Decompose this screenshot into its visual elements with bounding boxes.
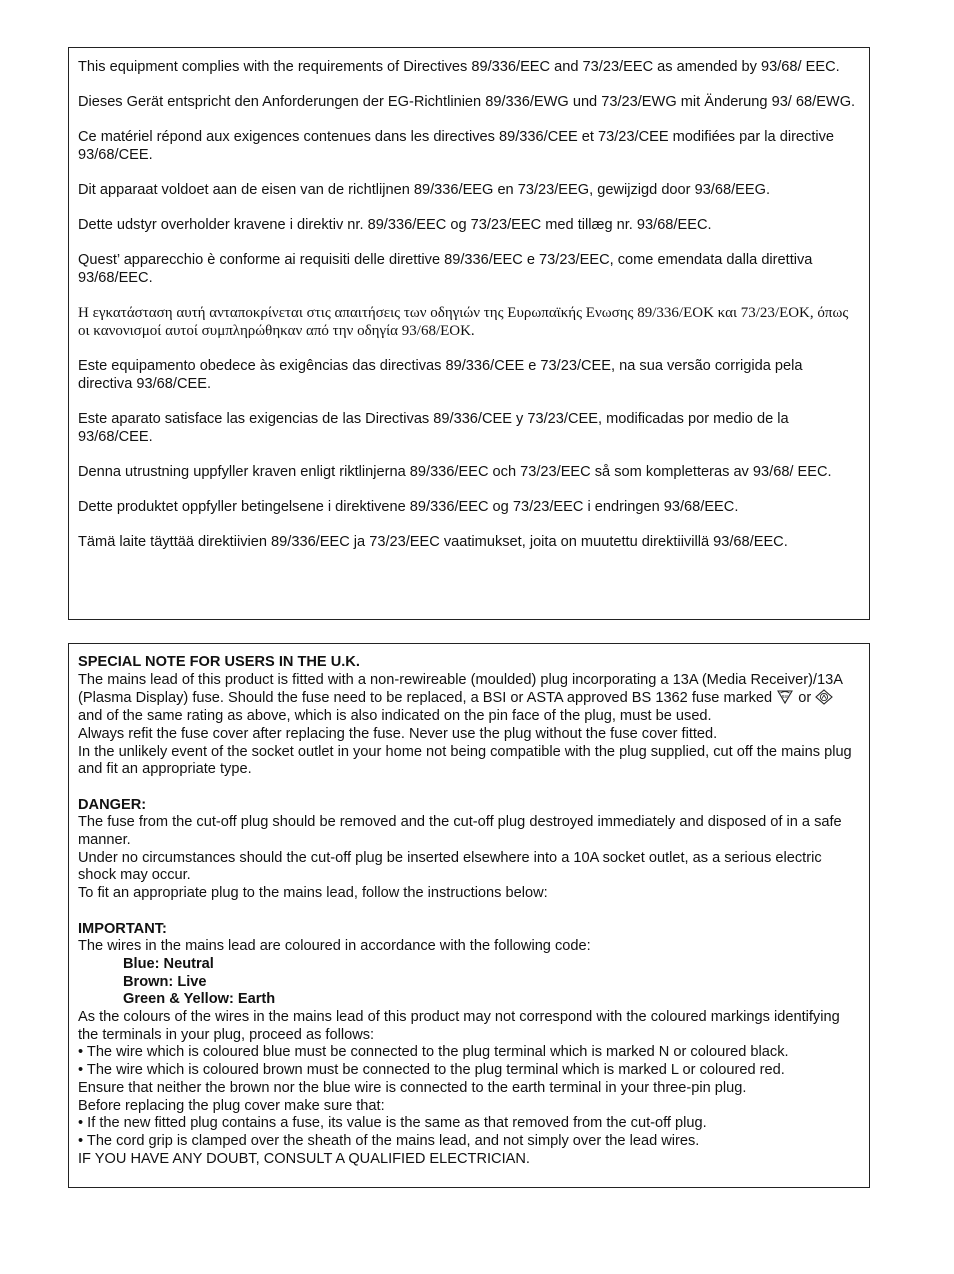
directive-text-sv: Denna utrustning uppfyller kraven enligt riktlinjerna 89/336/EEC och 73/23/EEC så som kompletteras av 93/68/ EEC.: [78, 464, 832, 480]
directive-text-de: Dieses Gerät entspricht den Anforderungen der EG-Richtlinien 89/336/EWG und 73/23/EWG mit Änderung 93/ 68/EWG.: [78, 94, 856, 110]
svg-text:BSI: BSI: [781, 694, 789, 700]
danger-text-3: To fit an appropriate plug to the mains lead, follow the instructions below:: [78, 885, 548, 902]
uk-fuse-paragraph: [78, 672, 860, 726]
bullet-fuse-value: • If the new fitted plug contains a fuse, its value is the same as that removed from the cut-off plug.: [78, 1115, 707, 1132]
bullet-brown-wire: • The wire which is coloured brown must be connected to the plug terminal which is marked L or coloured red.: [78, 1062, 785, 1079]
closing-warning: IF YOU HAVE ANY DOUBT, CONSULT A QUALIFIED ELECTRICIAN.: [78, 1150, 530, 1167]
uk-special-note-box: [68, 643, 870, 1188]
uk-fuse-text-end: and of the same rating as above, which is also indicated on the pin face of the plug, must be used.: [78, 708, 712, 725]
directive-text-en: This equipment complies with the requirements of Directives 89/336/EEC and 73/23/EEC as amended by 93/68/ EEC.: [78, 59, 840, 75]
danger-text-1: The fuse from the cut-off plug should be removed and the cut-off plug destroyed immediately and disposed of in a safe manner.: [78, 814, 842, 849]
important-text-4: Before replacing the plug cover make sure that:: [78, 1097, 385, 1114]
directive-text-pt: Este equipamento obedece às exigências das directivas 89/336/CEE e 73/23/CEE, na sua versão corrigida pela directiva 93/68/CEE.: [78, 358, 803, 392]
wire-code-blue: Blue: Neutral: [123, 955, 214, 972]
danger-heading: DANGER:: [78, 796, 147, 813]
bullet-cord-grip: • The cord grip is clamped over the sheath of the mains lead, and not simply over the lead wires.: [78, 1132, 700, 1149]
important-text-3: Ensure that neither the brown nor the blue wire is connected to the earth terminal in your three-pin plug.: [78, 1079, 747, 1096]
directive-text-el: Η εγκατάσταση αυτή ανταποκρίνεται στις απαιτήσεις των οδηγιών της Ευρωπαϊκής Ενωσης 89/336/ΕΟΚ και 73/23/ΕΟΚ, όπως οι κανονισμοί αυτοί συμπληρώθηκαν από την οδηγία 93/68/ΕΟΚ.: [78, 305, 849, 339]
directive-text-nl: Dit apparaat voldoet aan de eisen van de richtlijnen 89/336/EEG en 73/23/EEG, gewijzigd door 93/68/EEG.: [78, 182, 771, 198]
uk-fuse-or: or: [798, 690, 812, 707]
directive-text-es: Este aparato satisface las exigencias de las Directivas 89/336/CEE y 73/23/CEE, modificadas por medio de la 93/68/CEE.: [78, 411, 789, 445]
directives-compliance-box: [68, 47, 870, 620]
wire-code-green-yellow: Green & Yellow: Earth: [123, 991, 276, 1008]
important-heading: IMPORTANT:: [78, 920, 167, 937]
directive-text-it: Quest’ apparecchio è conforme ai requisiti delle direttive 89/336/EEC e 73/23/EEC, come emendata dalla direttiva 93/68/EEC.: [78, 252, 813, 286]
directive-text-fr: Ce matériel répond aux exigences contenues dans les directives 89/336/CEE et 73/23/CEE modifiées par la directive 93/68/CEE.: [78, 129, 835, 163]
directive-text-fi: Tämä laite täyttää direktiivien 89/336/EEC ja 73/23/EEC vaatimukset, joita on muutettu direktiivillä 93/68/EEC.: [78, 534, 788, 550]
directive-text-no: Dette produktet oppfyller betingelsene i direktivene 89/336/EEC og 73/23/EEC i endringen 93/68/EEC.: [78, 499, 739, 515]
important-text-2: As the colours of the wires in the mains lead of this product may not correspond with the coloured markings identifying the terminals in your plug, proceed as follows:: [78, 1009, 840, 1043]
directive-text-da: Dette udstyr overholder kravene i direktiv nr. 89/336/EEC og 73/23/EEC med tillæg nr. 93/68/EEC.: [78, 217, 712, 233]
uk-fuse-text-start: The mains lead of this product is fitted with a non-rewireable (moulded) plug incorporating a 13A (Media Receiver)/13A (Plasma Display) fuse. Should the fuse need to be replaced, a BSI or ASTA approved BS 1362 fuse marked: [78, 671, 843, 707]
important-text-1: The wires in the mains lead are coloured in accordance with the following code:: [78, 938, 591, 955]
uk-note-heading: SPECIAL NOTE FOR USERS IN THE U.K.: [78, 654, 360, 670]
uk-socket-text: In the unlikely event of the socket outlet in your home not being compatible with the plug supplied, cut off the mains plug and fit an appropriate type.: [78, 743, 852, 778]
danger-text-2: Under no circumstances should the cut-off plug be inserted elsewhere into a 10A socket outlet, as a serious electric shock may occur.: [78, 849, 822, 884]
uk-fuse-cover-text: Always refit the fuse cover after replacing the fuse. Never use the plug without the fuse cover fitted.: [78, 725, 718, 742]
bsi-kitemark-icon: [776, 689, 794, 705]
wire-code-brown: Brown: Live: [123, 973, 207, 990]
bullet-blue-wire: • The wire which is coloured blue must be connected to the plug terminal which is marked N or coloured black.: [78, 1044, 789, 1061]
asta-mark-icon: [815, 689, 833, 705]
